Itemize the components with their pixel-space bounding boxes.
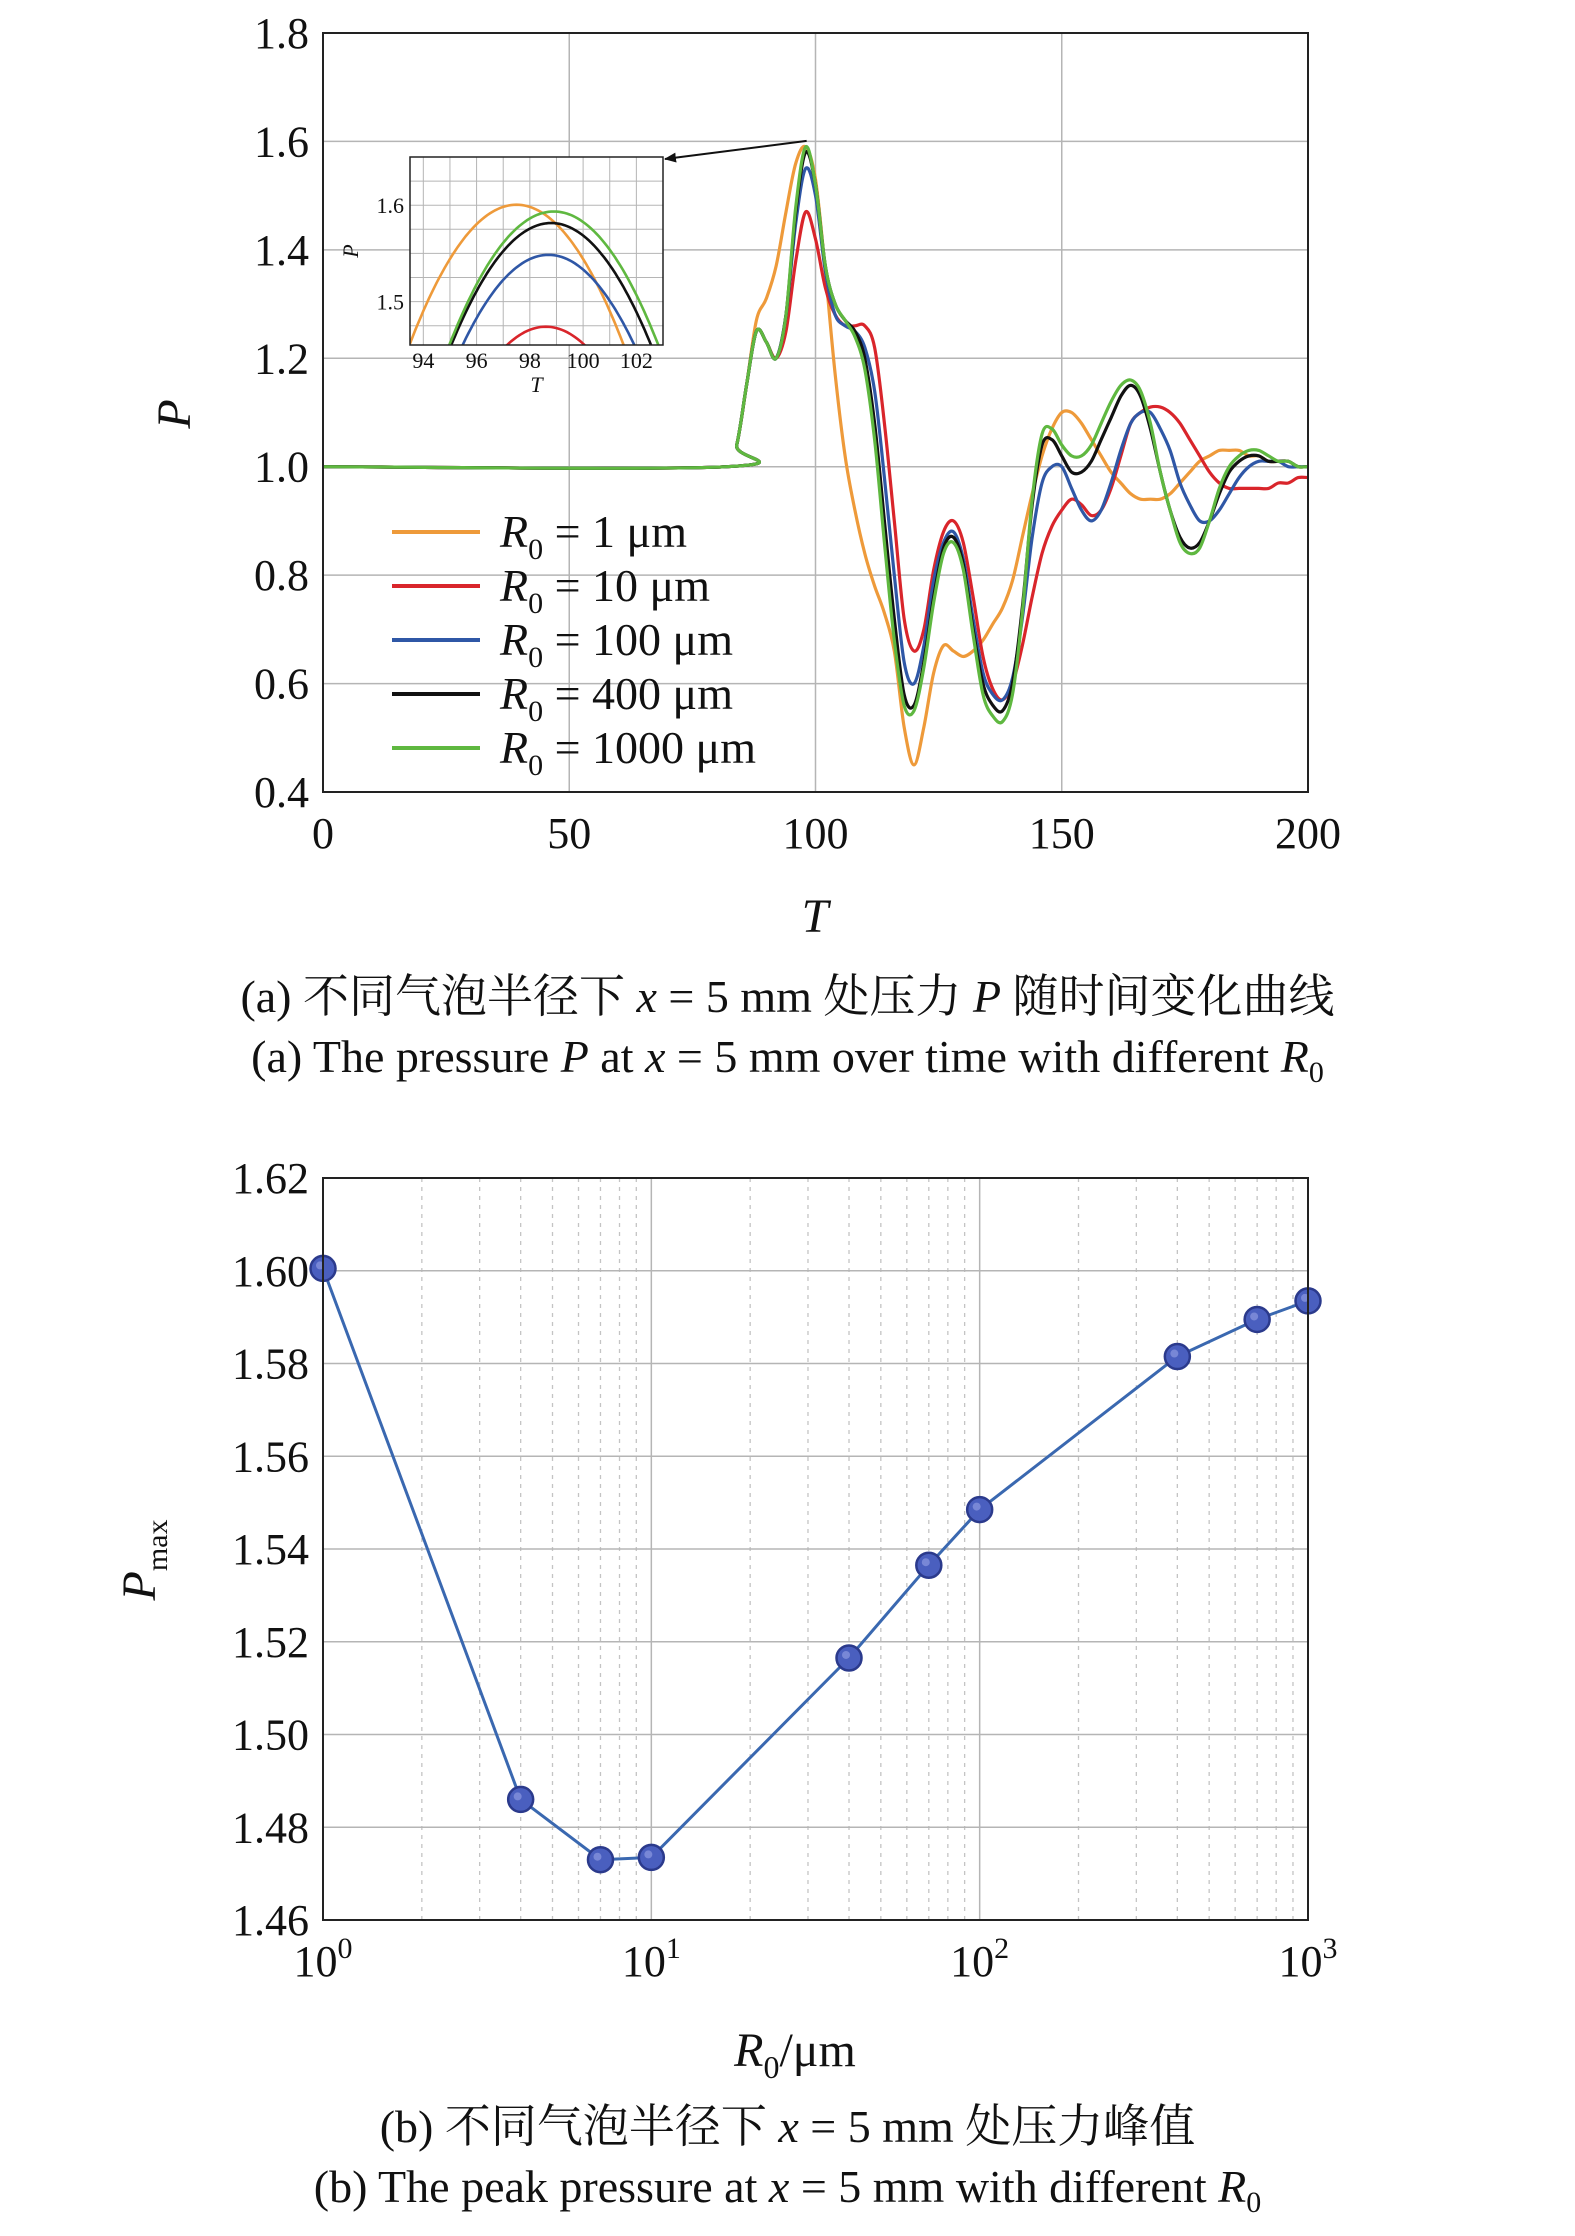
caption-b-en-part2: = 5 mm with different [789,2161,1219,2212]
caption-b-cn-var-x: x [778,2101,799,2152]
chart-b-data-point [508,1787,533,1812]
chart-b-series-path [323,1268,1308,1859]
inset-x-tick-label: 94 [412,348,435,373]
inset-pointer-arrow [665,141,807,159]
chart-b-data-point [916,1553,941,1578]
chart-b-x-tick-label: 100 [293,1932,353,1986]
chart-b-x-tick-label: 102 [950,1932,1010,1986]
caption-a-en-var-p: P [560,1031,589,1082]
chart-b-series-line [323,1268,1308,1859]
caption-a-en-part1: (a) The pressure [251,1031,561,1082]
caption-a-cn-var-x: x [636,971,657,1022]
inset-y-tick-label: 1.6 [376,193,404,219]
chart-b-data-point [639,1845,664,1870]
caption-b-english [0,2160,1575,2220]
chart-b-data-point-highlight [842,1651,850,1659]
chart-b-y-tick-label: 1.54 [232,1525,309,1574]
chart-a-x-tick-label: 100 [782,809,849,858]
caption-a-en-sub: 0 [1308,1056,1324,1090]
caption-a-cn-var-p: P [972,971,1002,1022]
chart-b-tick-labels [232,1154,1338,1986]
chart-a-x-tick-label: 50 [547,809,592,858]
chart-a-pressure-over-time [148,9,1341,943]
caption-a-en-part3: = 5 mm over time with different [665,1031,1281,1082]
inset-background [410,157,663,345]
chart-b-y-tick-label: 1.48 [232,1803,309,1853]
chart-a-x-axis-label: T [801,890,829,943]
chart-b-data-point [837,1645,862,1670]
chart-b-x-axis-label [733,2024,856,2085]
legend-entry-5: R0 = 1000 μm [500,722,756,782]
chart-b-x-label-suffix: /μm [779,2024,856,2077]
caption-b-cn-part2: = 5 mm 处压力峰值 [798,2101,1196,2152]
caption-a-cn-part1: (a) 不同气泡半径下 [240,971,637,1022]
caption-b-en-sub: 0 [1246,2186,1262,2220]
caption-a-en-part2: at [588,1031,645,1082]
chart-b-data-point [967,1497,992,1522]
caption-a-english [0,1030,1575,1090]
chart-b-y-tick-label: 1.52 [232,1617,309,1667]
inset-y-tick-label: 1.5 [376,289,404,315]
chart-b-y-tick-label: 1.62 [232,1154,309,1203]
inset-x-tick-label: 100 [566,348,600,373]
inset-x-axis-label: T [530,372,543,397]
chart-b-data-point-highlight [593,1853,601,1861]
chart-a-y-axis-label: P [148,399,201,429]
chart-b-data-point [588,1847,613,1872]
inset-x-tick-label: 96 [465,348,488,373]
legend-entry-4: R0 = 400 μm [500,668,733,728]
chart-a-x-tick-label: 200 [1275,809,1341,858]
inset-y-axis-label: P [338,244,363,258]
chart-a-grid [323,33,1308,792]
chart-a-y-tick-label: 0.6 [254,659,309,709]
caption-b-en-var-x: x [768,2161,790,2212]
chart-b-x-label-main: R [734,2024,764,2077]
chart-b-peak-pressure [113,1154,1338,2085]
chart-b-y-tick-label: 1.46 [232,1896,309,1945]
chart-b-x-label-sub: 0 [763,2049,780,2085]
chart-b-data-point-highlight [1170,1350,1178,1358]
chart-b-y-tick-label: 1.56 [232,1432,309,1482]
chart-a-tick-labels [254,9,1341,858]
chart-a-inset [338,157,663,552]
chart-b-y-tick-label: 1.50 [232,1710,309,1760]
caption-a-en-var-x: x [645,1031,666,1082]
chart-b-data-point-highlight [644,1850,652,1858]
chart-b-markers [311,1256,1321,1872]
caption-a-cn-part3: 随时间变化曲线 [1001,971,1335,1022]
chart-b-x-tick-label: 101 [621,1932,681,1986]
caption-a-cn-part2: = 5 mm 处压力 [656,971,973,1022]
chart-b-y-tick-label: 1.60 [232,1246,309,1296]
caption-a-chinese [0,960,1575,1026]
chart-a-y-tick-label: 1.2 [254,334,309,384]
legend-entry-1: R0 = 1 μm [500,506,687,566]
caption-a-en-var-r: R [1280,1031,1309,1082]
chart-b-data-point [1165,1344,1190,1369]
chart-b-x-tick-label: 103 [1278,1932,1338,1986]
chart-a-y-tick-label: 1.0 [254,442,309,492]
chart-a-y-tick-label: 0.4 [254,768,309,817]
chart-b-y-label-main: P [113,1571,166,1601]
chart-a-y-tick-label: 1.6 [254,117,309,167]
caption-b-cn-part1: (b) 不同气泡半径下 [379,2101,779,2152]
caption-b-chinese [0,2090,1575,2156]
chart-b-y-axis-label [113,1520,174,1602]
chart-a-x-tick-label: 150 [1028,809,1095,858]
chart-a-x-tick-label: 0 [312,809,334,858]
chart-a-y-tick-label: 1.8 [254,9,309,58]
chart-b-y-tick-label: 1.58 [232,1339,309,1389]
chart-b-data-point-highlight [1250,1312,1258,1320]
chart-b-grid [323,1178,1308,1920]
chart-a-y-tick-label: 1.4 [254,225,309,275]
chart-b-data-point [1245,1307,1270,1332]
chart-b-y-label-sub: max [141,1519,174,1572]
chart-a-legend [392,506,756,782]
caption-b-en-part1: (b) The peak pressure at [313,2161,769,2212]
chart-b-data-point-highlight [922,1558,930,1566]
chart-a-y-tick-label: 0.8 [254,551,309,601]
caption-b-en-var-r: R [1218,2161,1247,2212]
legend-entry-2: R0 = 10 μm [500,560,710,620]
chart-b-data-point-highlight [514,1792,522,1800]
inset-x-tick-label: 102 [619,348,653,373]
chart-b-data-point-highlight [973,1503,981,1511]
inset-x-tick-label: 98 [518,348,541,373]
legend-entry-3: R0 = 100 μm [500,614,733,674]
